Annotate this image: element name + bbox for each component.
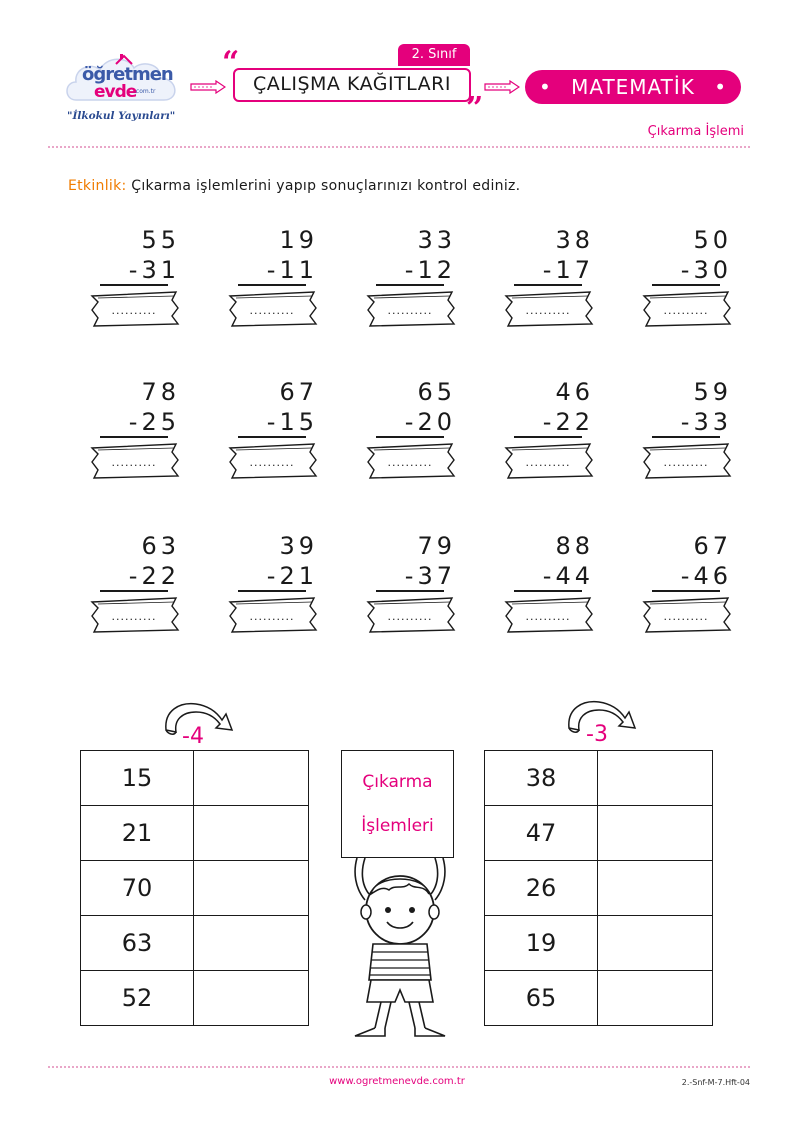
answer-dots: .......... <box>525 304 571 317</box>
subtraction-problem <box>514 532 624 642</box>
sum-line <box>100 436 168 438</box>
table-row <box>485 806 713 861</box>
answer-dots: .......... <box>249 304 295 317</box>
answer-dots: .......... <box>249 456 295 469</box>
answer-dots: .......... <box>387 610 433 623</box>
table-answer-cell[interactable] <box>598 916 713 971</box>
page-title: ÇALIŞMA KAĞITLARI <box>253 73 451 95</box>
answer-table-left <box>80 750 309 1026</box>
table-row <box>81 971 309 1026</box>
table-row <box>485 751 713 806</box>
answer-dots: .......... <box>387 456 433 469</box>
minuend: 65 <box>417 378 456 406</box>
subtraction-problem <box>238 532 348 642</box>
sum-line <box>100 590 168 592</box>
minuend: 88 <box>555 532 594 560</box>
answer-dots: .......... <box>663 456 709 469</box>
minuend: 39 <box>279 532 318 560</box>
subtrahend: -21 <box>266 562 318 590</box>
logo-wordmark-2: evde <box>94 82 137 102</box>
subtrahend: -33 <box>680 408 732 436</box>
minuend: 33 <box>417 226 456 254</box>
answer-dots: .......... <box>111 610 157 623</box>
answer-dots: .......... <box>387 304 433 317</box>
table-row <box>81 806 309 861</box>
logo-subtitle: "İlkokul Yayınları" <box>67 110 176 122</box>
sum-line <box>514 436 582 438</box>
minuend: 78 <box>141 378 180 406</box>
footer-link[interactable]: www.ogretmenevde.com.tr <box>329 1076 465 1087</box>
subtrahend: -37 <box>404 562 456 590</box>
answer-dots: .......... <box>663 304 709 317</box>
minuend: 38 <box>555 226 594 254</box>
table-value: 26 <box>485 861 598 916</box>
subtraction-problem <box>514 378 624 488</box>
table-answer-cell[interactable] <box>598 971 713 1026</box>
operation-label: -4 <box>182 724 204 749</box>
topic-label: Çıkarma İşlemi <box>647 124 744 139</box>
answer-dots: .......... <box>111 456 157 469</box>
table-value: 63 <box>81 916 194 971</box>
subtraction-problem <box>100 226 210 336</box>
sign-board <box>341 750 454 858</box>
boy-illustration <box>325 850 475 1040</box>
sign-text-line1: Çıkarma <box>362 772 433 792</box>
answer-dots: .......... <box>525 610 571 623</box>
table-row <box>81 751 309 806</box>
instruction <box>68 178 520 194</box>
table-answer-cell[interactable] <box>194 751 309 806</box>
table-value: 70 <box>81 861 194 916</box>
sum-line <box>238 284 306 286</box>
subtraction-problem <box>100 532 210 642</box>
minuend: 67 <box>693 532 732 560</box>
table-answer-cell[interactable] <box>194 971 309 1026</box>
table-row <box>81 861 309 916</box>
minuend: 67 <box>279 378 318 406</box>
subtrahend: -12 <box>404 256 456 284</box>
logo-domain: .com.tr <box>134 88 156 95</box>
minuend: 59 <box>693 378 732 406</box>
operation-label: -3 <box>586 722 608 747</box>
sum-line <box>652 284 720 286</box>
sum-line <box>238 590 306 592</box>
subtraction-problem <box>652 532 762 642</box>
subtraction-problem <box>652 378 762 488</box>
table-value: 19 <box>485 916 598 971</box>
answer-table-right <box>484 750 713 1026</box>
table-row <box>485 971 713 1026</box>
table-value: 21 <box>81 806 194 861</box>
subtraction-problem <box>238 378 348 488</box>
sum-line <box>238 436 306 438</box>
sum-line <box>376 436 444 438</box>
table-value: 65 <box>485 971 598 1026</box>
minuend: 46 <box>555 378 594 406</box>
subtraction-problem <box>376 378 486 488</box>
sum-line <box>376 284 444 286</box>
minuend: 63 <box>141 532 180 560</box>
sum-line <box>514 590 582 592</box>
table-answer-cell[interactable] <box>194 861 309 916</box>
answer-dots: .......... <box>663 610 709 623</box>
table-answer-cell[interactable] <box>194 916 309 971</box>
subtrahend: -11 <box>266 256 318 284</box>
sum-line <box>376 590 444 592</box>
subtrahend: -44 <box>542 562 594 590</box>
grade-tab: 2. Sınıf <box>398 44 470 66</box>
table-answer-cell[interactable] <box>194 806 309 861</box>
subtrahend: -22 <box>542 408 594 436</box>
minuend: 79 <box>417 532 456 560</box>
answer-dots: .......... <box>525 456 571 469</box>
subject-badge <box>525 70 741 104</box>
sum-line <box>100 284 168 286</box>
table-value: 52 <box>81 971 194 1026</box>
minuend: 55 <box>141 226 180 254</box>
subtrahend: -22 <box>128 562 180 590</box>
subtraction-problem <box>238 226 348 336</box>
subtrahend: -25 <box>128 408 180 436</box>
table-row <box>485 861 713 916</box>
subtrahend: -30 <box>680 256 732 284</box>
arrow-right-icon <box>190 80 226 94</box>
divider <box>48 1066 750 1068</box>
subtrahend: -20 <box>404 408 456 436</box>
table-answer-cell[interactable] <box>598 861 713 916</box>
publisher-logo <box>62 50 184 128</box>
sum-line <box>652 590 720 592</box>
table-value: 15 <box>81 751 194 806</box>
table-answer-cell[interactable] <box>598 806 713 861</box>
divider <box>48 146 750 148</box>
table-value: 38 <box>485 751 598 806</box>
subject-label: MATEMATİK <box>571 75 695 99</box>
subtrahend: -31 <box>128 256 180 284</box>
instruction-text: Çıkarma işlemlerini yapıp sonuçlarınızı kontrol ediniz. <box>126 178 521 194</box>
subtrahend: -46 <box>680 562 732 590</box>
minuend: 19 <box>279 226 318 254</box>
subtraction-problem <box>652 226 762 336</box>
answer-dots: .......... <box>111 304 157 317</box>
subtraction-problem <box>514 226 624 336</box>
arrow-right-icon <box>484 80 520 94</box>
subtraction-problem <box>376 226 486 336</box>
subtraction-problem <box>376 532 486 642</box>
table-value: 47 <box>485 806 598 861</box>
sign-text-line2: İşlemleri <box>361 816 434 836</box>
bullet-icon: • <box>539 75 552 99</box>
logo-wordmark: öğretmen <box>82 64 173 85</box>
bullet-icon: • <box>714 75 727 99</box>
subtrahend: -15 <box>266 408 318 436</box>
quote-close: ” <box>466 91 484 126</box>
page-code: 2.-Snf-M-7.Hft-04 <box>681 1078 750 1087</box>
subtraction-problem <box>100 378 210 488</box>
answer-dots: .......... <box>249 610 295 623</box>
quote-open: “ <box>222 45 240 80</box>
table-answer-cell[interactable] <box>598 751 713 806</box>
table-row <box>485 916 713 971</box>
table-row <box>81 916 309 971</box>
instruction-label: Etkinlik: <box>68 178 127 194</box>
minuend: 50 <box>693 226 732 254</box>
sum-line <box>514 284 582 286</box>
subtrahend: -17 <box>542 256 594 284</box>
sum-line <box>652 436 720 438</box>
